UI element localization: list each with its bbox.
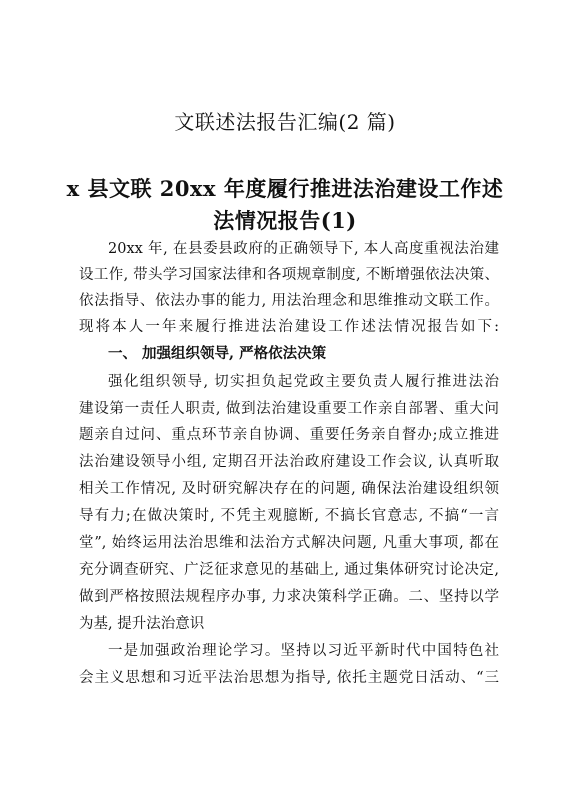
paragraph-line: 会主义思想和习近平法治思想为指导, 依托主题党日活动、“三	[79, 670, 499, 686]
paragraph-line: 设工作, 带头学习国家法律和各项规章制度, 不断增强依法决策、	[79, 267, 499, 283]
paragraph-line: 建设第一责任人职责, 做到法治建设重要工作亲自部署、重大问	[79, 401, 499, 417]
paragraph-line: 法治建设领导小组, 定期召开法治政府建设工作会议, 认真听取	[79, 454, 499, 470]
paragraph-line: 依法指导、依法办事的能力, 用法治理念和思维推动文联工作。	[79, 293, 499, 309]
paragraph-line: 做到严格按照法规程序办事, 力求决策科学正确。二、坚持以学	[79, 589, 499, 605]
section-heading: 一、 加强组织领导, 严格依法决策	[108, 345, 327, 362]
paragraph-line: 20xx 年, 在县委县政府的正确领导下, 本人高度重视法治建	[108, 241, 499, 257]
document-title: 文联述法报告汇编(2 篇)	[174, 110, 396, 134]
paragraph-line: 堂”, 始终运用法治思维和法治方式解决问题, 凡重大事项, 都在	[79, 535, 499, 551]
paragraph-line: 一是加强政治理论学习。坚持以习近平新时代中国特色社	[108, 643, 499, 659]
paragraph-line: 题亲自过问、重点环节亲自协调、重要任务亲自督办;成立推进	[79, 427, 499, 443]
paragraph-line: 充分调查研究、广泛征求意见的基础上, 通过集体研究讨论决定,	[79, 562, 499, 578]
section-title-line-2: 法情况报告(1)	[213, 208, 357, 233]
section-title-line-1: x 县文联 20xx 年度履行推进法治建设工作述	[66, 176, 504, 201]
paragraph-line: 导有力;在做决策时, 不凭主观臆断, 不搞长官意志, 不搞“一言	[79, 508, 499, 524]
paragraph-line: 现将本人一年来履行推进法治建设工作述法情况报告如下:	[79, 319, 499, 335]
paragraph-line: 相关工作情况, 及时研究解决存在的问题, 确保法治建设组织领	[79, 481, 499, 497]
paragraph-line: 强化组织领导, 切实担负起党政主要负责人履行推进法治	[108, 374, 499, 390]
paragraph-line: 为基, 提升法治意识	[79, 616, 205, 632]
